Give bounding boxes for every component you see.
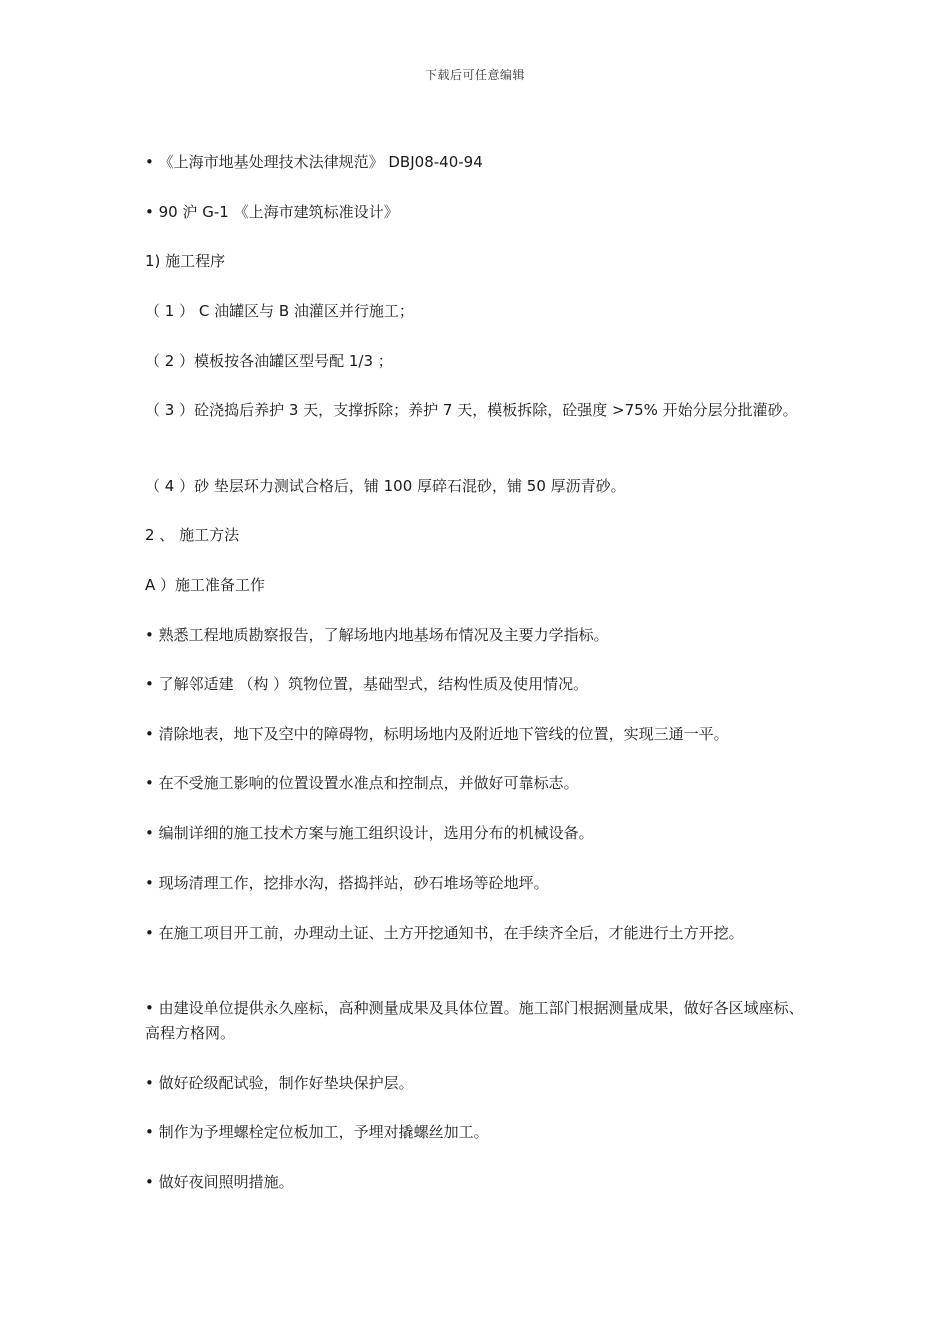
- list-item: • 现场清理工作，挖排水沟，搭捣拌站，砂石堆场等砼地坪。: [145, 874, 549, 892]
- reference-standard-1: • 《上海市地基处理技术法律规范》 DBJ08-40-94: [145, 153, 483, 171]
- page-header: 下载后可任意编辑: [424, 68, 525, 82]
- section-heading-method: 2 、 施工方法: [145, 526, 240, 544]
- reference-standard-2: • 90 沪 G-1 《上海市建筑标准设计》: [145, 203, 399, 221]
- procedure-step-4: （ 4 ）砂 垫层环力测试合格后，铺 100 厚碎石混砂，铺 50 厚沥青砂。: [145, 477, 626, 495]
- list-item: • 制作为予埋螺栓定位板加工，予埋对撬螺丝加工。: [145, 1123, 489, 1141]
- procedure-step-2: （ 2 ）模板按各油罐区型号配 1/3 ；: [145, 352, 393, 370]
- list-item: • 编制详细的施工技术方案与施工组织设计，选用分布的机械设备。: [145, 824, 594, 842]
- list-item: • 做好夜间照明措施。: [145, 1173, 294, 1191]
- list-item: • 在不受施工影响的位置设置水准点和控制点，并做好可靠标志。: [145, 774, 579, 792]
- list-item: • 在施工项目开工前，办理动土证、土方开挖通知书，在手续齐全后，才能进行土方开挖。: [145, 924, 744, 942]
- list-item: • 由建设单位提供永久座标，高种测量成果及具体位置。施工部门根据测量成果，做好各区域座标、高程方格网。: [145, 999, 804, 1042]
- list-item: • 清除地表，地下及空中的障碍物，标明场地内及附近地下管线的位置，实现三通一平。: [145, 725, 729, 743]
- procedure-step-1: （ 1 ） C 油罐区与 B 油灌区并行施工；: [145, 302, 414, 320]
- list-item: • 做好砼级配试验，制作好垫块保护层。: [145, 1074, 414, 1092]
- section-heading-procedure: 1) 施工程序: [145, 252, 226, 270]
- subsection-heading-preparation: A ）施工准备工作: [145, 576, 266, 594]
- procedure-step-3: （ 3 ）砼浇捣后养护 3 天，支撑拆除；养护 7 天，模板拆除，砼强度 >75% 开始分层分批灌砂。: [145, 401, 798, 419]
- list-item: • 熟悉工程地质勘察报告，了解场地内地基场布情况及主要力学指标。: [145, 626, 609, 644]
- list-item: • 了解邻适建 （构 ）筑物位置，基础型式，结构性质及使用情况。: [145, 675, 589, 693]
